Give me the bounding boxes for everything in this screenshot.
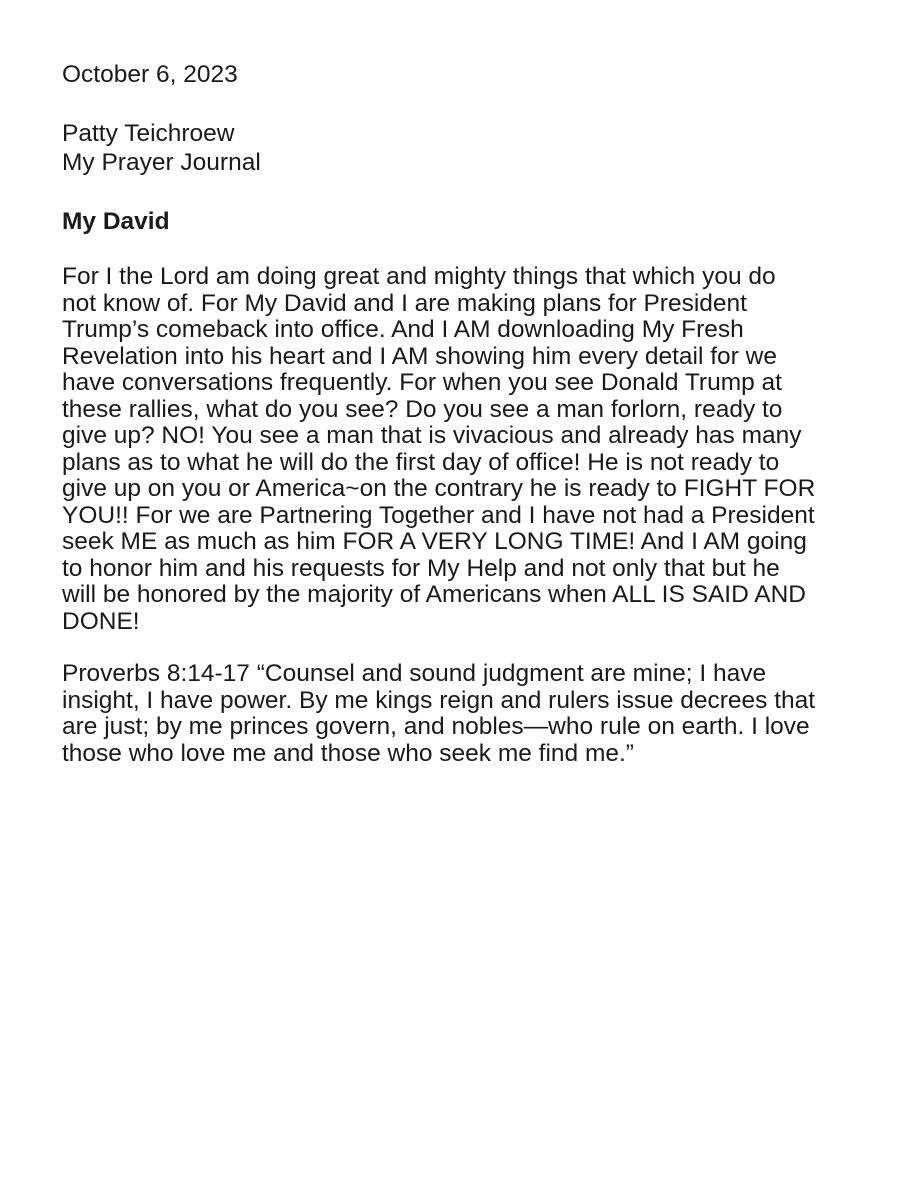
- body-line: have conversations frequently. For when you see Donald Trump at: [62, 369, 782, 396]
- scripture-line: are just; by me princes govern, and nobles—who rule on earth. I love: [62, 713, 810, 740]
- journal-name: My Prayer Journal: [62, 149, 261, 176]
- body-line: YOU!! For we are Partnering Together and I have not had a President: [62, 501, 815, 529]
- scripture-line: those who love me and those who seek me find me.”: [62, 739, 634, 767]
- scripture-paragraph: [62, 661, 862, 767]
- scripture-line: insight, I have power. By me kings reign and rulers issue decrees that: [62, 686, 816, 714]
- letter-heading: My David: [62, 208, 170, 235]
- body-line: give up? NO! You see a man that is vivacious and already has many: [62, 422, 802, 449]
- author-name: Patty Teichroew: [62, 120, 235, 147]
- body-line: not know of. For My David and I are making plans for President: [62, 289, 747, 317]
- letter-date: October 6, 2023: [62, 61, 238, 88]
- body-line: For I the Lord am doing great and mighty things that which you do: [62, 263, 776, 290]
- body-line: plans as to what he will do the first day of office! He is not ready to: [62, 448, 780, 476]
- body-line: Revelation into his heart and I AM showing him every detail for we: [62, 342, 777, 370]
- body-line: these rallies, what do you see? Do you see a man forlorn, ready to: [62, 395, 783, 423]
- body-line: DONE!: [62, 607, 140, 635]
- body-line: give up on you or America~on the contrary he is ready to FIGHT FOR: [62, 475, 816, 502]
- scripture-line: Proverbs 8:14-17 “Counsel and sound judgment are mine; I have: [62, 660, 767, 687]
- body-line: seek ME as much as him FOR A VERY LONG TIME! And I AM going: [62, 528, 807, 555]
- body-line: will be honored by the majority of Americans when ALL IS SAID AND: [62, 581, 806, 608]
- body-line: Trump’s comeback into office. And I AM downloading My Fresh: [62, 316, 744, 343]
- letter-content: [62, 60, 862, 793]
- body-line: to honor him and his requests for My Help and not only that but he: [62, 554, 780, 582]
- body-paragraph: [62, 264, 862, 635]
